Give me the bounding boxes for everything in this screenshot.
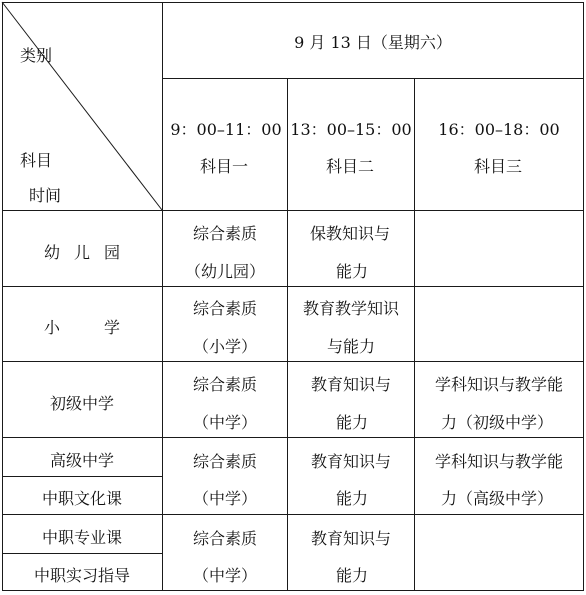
corner-time-label: 时间 — [29, 186, 62, 205]
row-vocational-category-line1: 中职专业课 — [41, 528, 123, 547]
row-kindergarten-s2-line2: 能力 — [335, 262, 369, 281]
row-junior-s1-line1: 综合素质 — [192, 375, 258, 394]
row-vocational-s1-line2: （中学） — [192, 566, 258, 585]
row-senior-s2-line2: 能力 — [335, 489, 369, 508]
row-senior-s3-line2: 力（高级中学） — [440, 489, 554, 508]
row-vocational-s1-line1: 综合素质 — [192, 529, 258, 548]
row-senior-s2-line1: 教育知识与 — [310, 452, 392, 471]
row-vocational-s2-line2: 能力 — [335, 566, 369, 585]
session-2-subject: 科目二 — [325, 157, 375, 176]
row-vocational-s2-line1: 教育知识与 — [310, 529, 392, 548]
row-senior-s3-line1: 学科知识与教学能 — [434, 452, 564, 471]
row-senior-s1-line1: 综合素质 — [192, 452, 258, 471]
row-kindergarten-category: 幼儿园 — [43, 243, 135, 262]
row-junior-s3-line1: 学科知识与教学能 — [434, 375, 564, 394]
row-primary-s1-line2: （小学） — [192, 337, 258, 356]
session-3-time: 16：00–18：00 — [438, 120, 560, 139]
row-kindergarten-s1-line1: 综合素质 — [192, 224, 258, 243]
row-junior-s2-line1: 教育知识与 — [310, 375, 392, 394]
date-header: 9 月 13 日（星期六） — [294, 33, 452, 52]
row-junior-s2-line2: 能力 — [335, 413, 369, 432]
session-1-subject: 科目一 — [199, 157, 249, 176]
row-senior-category-line2: 中职文化课 — [41, 489, 123, 508]
session-2-time: 13：00–15：00 — [290, 120, 412, 139]
session-3-subject: 科目三 — [473, 157, 523, 176]
row-senior-s1-line2: （中学） — [192, 489, 258, 508]
corner-category-label: 类别 — [20, 46, 53, 65]
row-junior-category: 初级中学 — [49, 394, 115, 413]
row-vocational-category-line2: 中职实习指导 — [33, 566, 131, 585]
corner-subject-label: 科目 — [20, 151, 53, 170]
row-junior-s3-line2: 力（初级中学） — [440, 413, 554, 432]
row-kindergarten-s1-line2: （幼儿园） — [184, 262, 266, 281]
session-1-time: 9：00–11：00 — [170, 120, 282, 139]
row-primary-s1-line1: 综合素质 — [192, 299, 258, 318]
row-primary-s2-line1: 教育教学知识 — [302, 299, 400, 318]
row-primary-s2-line2: 与能力 — [326, 337, 376, 356]
row-senior-category-line1: 高级中学 — [49, 451, 115, 470]
row-junior-s1-line2: （中学） — [192, 413, 258, 432]
row-kindergarten-s2-line1: 保教知识与 — [309, 224, 391, 243]
row-primary-category: 小学 — [43, 318, 165, 337]
